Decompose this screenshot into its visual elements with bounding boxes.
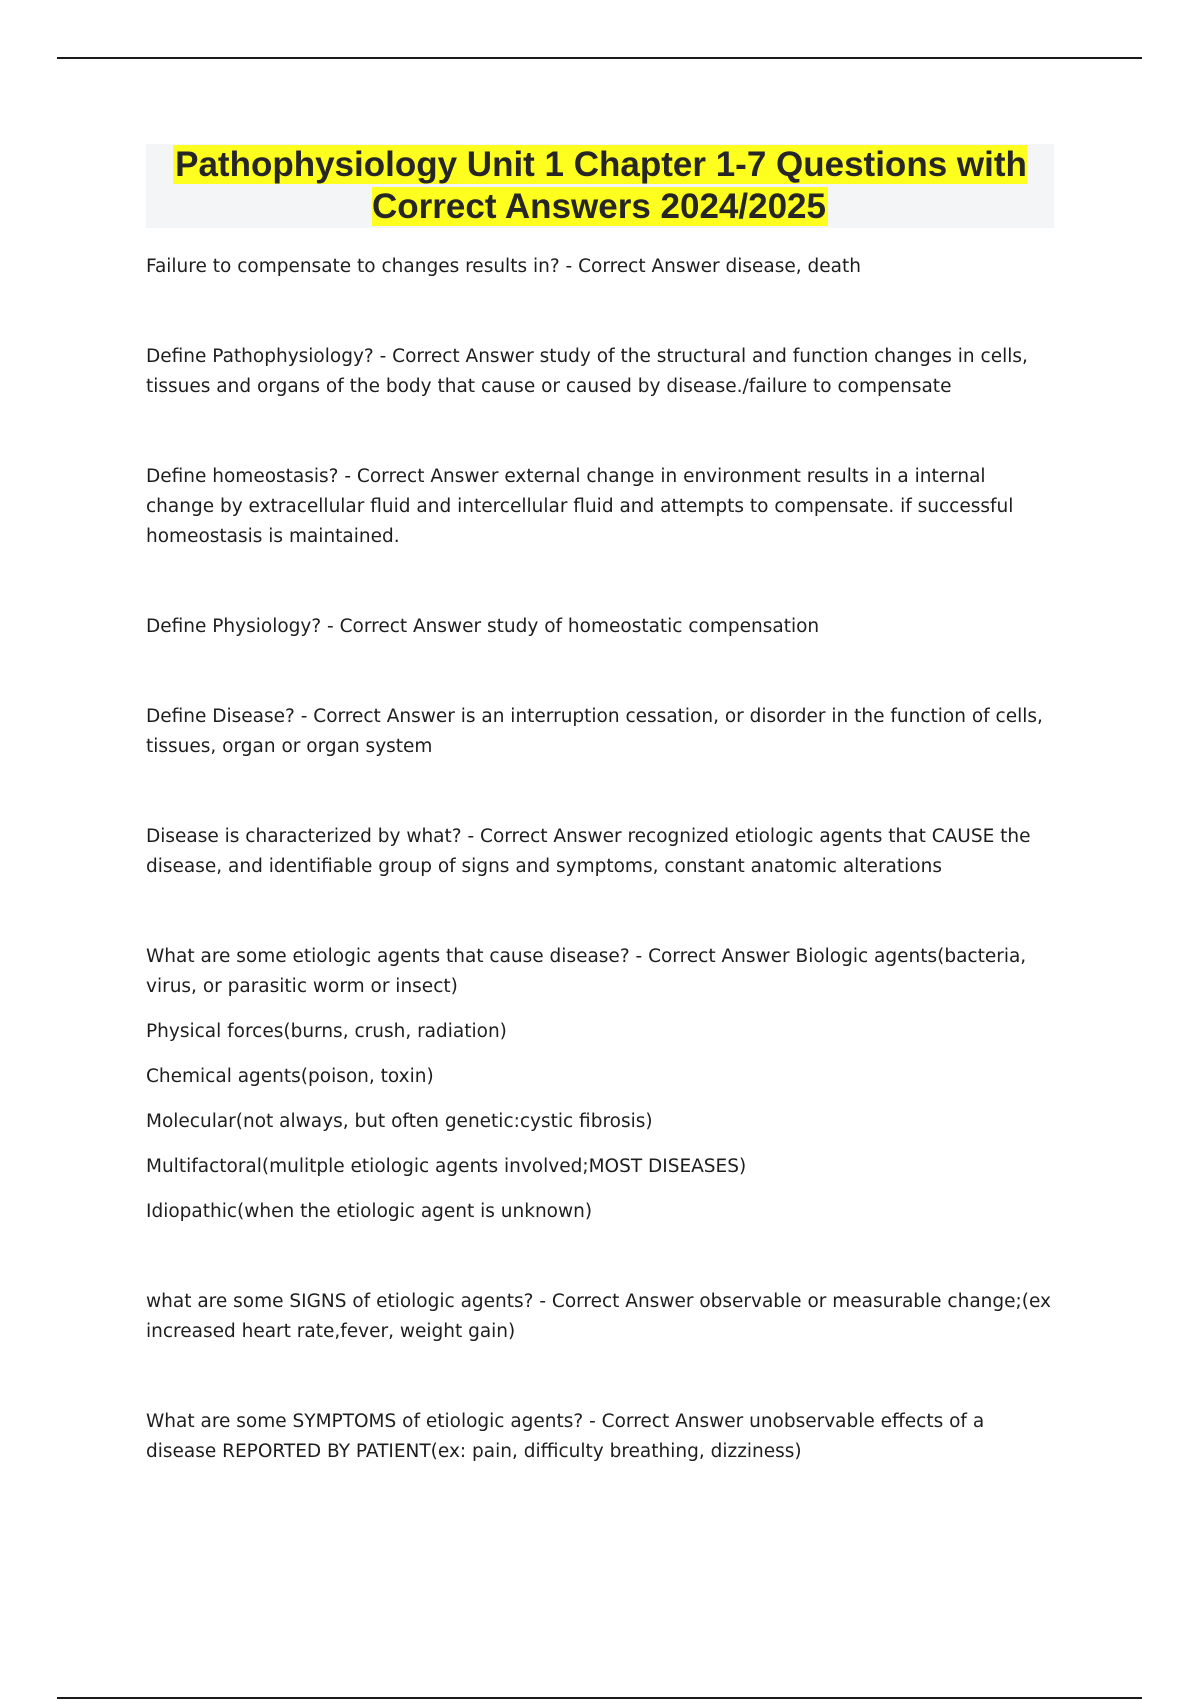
spacer — [146, 402, 1056, 462]
spacer — [146, 762, 1056, 822]
answer-line: Physical forces(burns, crush, radiation) — [146, 1021, 507, 1042]
qa-entry: What are some etiologic agents that cause disease? - Correct Answer Biologic agents(bacteria, virus, or parasitic worm or insect) — [146, 946, 1027, 997]
spacer — [146, 1002, 1056, 1017]
spacer — [146, 1227, 1056, 1287]
spacer — [146, 642, 1056, 702]
title-block — [146, 144, 1054, 228]
qa-entry: what are some SIGNS of etiologic agents? - Correct Answer observable or measurable change;(ex increased heart rate,fever, weight gain) — [146, 1291, 1051, 1342]
qa-entry: What are some SYMPTOMS of etiologic agents? - Correct Answer unobservable effects of a disease REPORTED BY PATIENT(ex: pain, difficulty breathing, dizziness) — [146, 1411, 985, 1462]
page-top-rule — [57, 57, 1142, 59]
document-title — [146, 144, 1054, 228]
spacer — [146, 1347, 1056, 1407]
qa-entry: Define Disease? - Correct Answer is an interruption cessation, or disorder in the function of cells, tissues, organ or organ system — [146, 706, 1043, 757]
spacer — [146, 1047, 1056, 1062]
answer-line: Multifactoral(mulitple etiologic agents involved;MOST DISEASES) — [146, 1156, 747, 1177]
qa-entry: Disease is characterized by what? - Correct Answer recognized etiologic agents that CAUSE the disease, and identifiable group of signs and symptoms, constant anatomic alterations — [146, 826, 1031, 877]
spacer — [146, 552, 1056, 612]
spacer — [146, 1137, 1056, 1152]
answer-line: Idiopathic(when the etiologic agent is unknown) — [146, 1201, 593, 1222]
qa-entry: Define Pathophysiology? - Correct Answer study of the structural and function changes in cells, tissues and organs of the body that cause or caused by disease./failure to compensate — [146, 346, 1028, 397]
qa-entry: Define homeostasis? - Correct Answer external change in environment results in a internal change by extracellular fluid and intercellular fluid and attempts to compensate. if successful homeostasis is maintained. — [146, 466, 1014, 547]
spacer — [146, 1092, 1056, 1107]
spacer — [146, 882, 1056, 942]
spacer — [146, 282, 1056, 342]
title-highlight: Pathophysiology Unit 1 Chapter 1-7 Questions with Correct Answers 2024/2025 — [175, 145, 1027, 226]
answer-line: Molecular(not always, but often genetic:cystic fibrosis) — [146, 1111, 653, 1132]
page-bottom-rule — [57, 1697, 1142, 1699]
qa-entry: Define Physiology? - Correct Answer study of homeostatic compensation — [146, 616, 820, 637]
spacer — [146, 1182, 1056, 1197]
qa-content — [146, 252, 1056, 1467]
answer-line: Chemical agents(poison, toxin) — [146, 1066, 434, 1087]
qa-entry: Failure to compensate to changes results in? - Correct Answer disease, death — [146, 256, 861, 277]
